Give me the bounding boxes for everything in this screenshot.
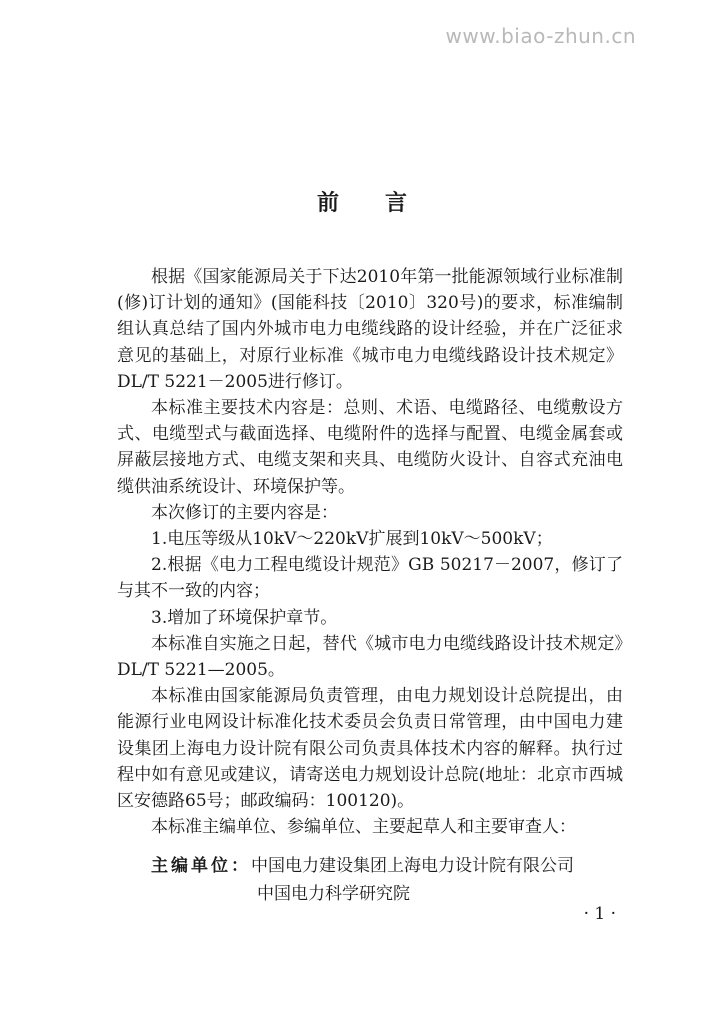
paragraph-replacement: 本标准自实施之日起，替代《城市电力电缆线路设计技术规定》DL/T 5221—2005。 — [117, 633, 623, 681]
page-title: 前言 — [316, 191, 453, 216]
page-number: · 1 · — [583, 904, 616, 924]
paragraph-basis: 根据《国家能源局关于下达2010年第一批能源领域行业标准制(修)订计划的通知》(国能科技〔2010〕320号)的要求，标准编制组认真总结了国内外城市电力电缆线路的设计经验，并在广泛征求意见的基础上，对原行业标准《城市电力电缆线路设计技术规定》DL/T 5221－2005进行修订。 — [117, 267, 623, 392]
revision-item-2: 2.根据《电力工程电缆设计规范》GB 50217－2007，修订了与其不一致的内容； — [117, 555, 623, 602]
editor-units — [151, 852, 621, 908]
paragraph-units-intro: 本标准主编单位、参编单位、主要起草人和主要审查人： — [151, 817, 576, 838]
foreword-body — [117, 264, 623, 840]
paragraph-main-content: 本标准主要技术内容是：总则、术语、电缆路径、电缆敷设方式、电缆型式与截面选择、电缆附件的选择与配置、电缆金属套或屏蔽层接地方式、电缆支架和夹具、电缆防火设计、自容式充油电缆供油系统设计、环境保护等。 — [117, 398, 623, 497]
editor-line-main — [151, 852, 621, 880]
watermark-text: www.biao-zhun.cn — [445, 24, 636, 48]
editor-unit-primary: 中国电力建设集团上海电力设计院有限公司 — [251, 856, 574, 876]
paragraph-revision-intro: 本次修订的主要内容是： — [151, 502, 338, 523]
revision-item-3: 3.增加了环境保护章节。 — [151, 607, 338, 628]
paragraph-management: 本标准由国家能源局负责管理，由电力规划设计总院提出，由能源行业电网设计标准化技术委员会负责日常管理，由中国电力建设集团上海电力设计院有限公司负责具体技术内容的解释。执行过程中如有意见或建议，请寄送电力规划设计总院(地址：北京市西城区安德路65号；邮政编码：100120)。 — [117, 686, 623, 812]
editor-label: 主编单位： — [151, 856, 251, 876]
revision-item-1: 1.电压等级从10kV～220kV扩展到10kV～500kV； — [151, 529, 553, 550]
editor-unit-secondary: 中国电力科学研究院 — [257, 884, 410, 904]
